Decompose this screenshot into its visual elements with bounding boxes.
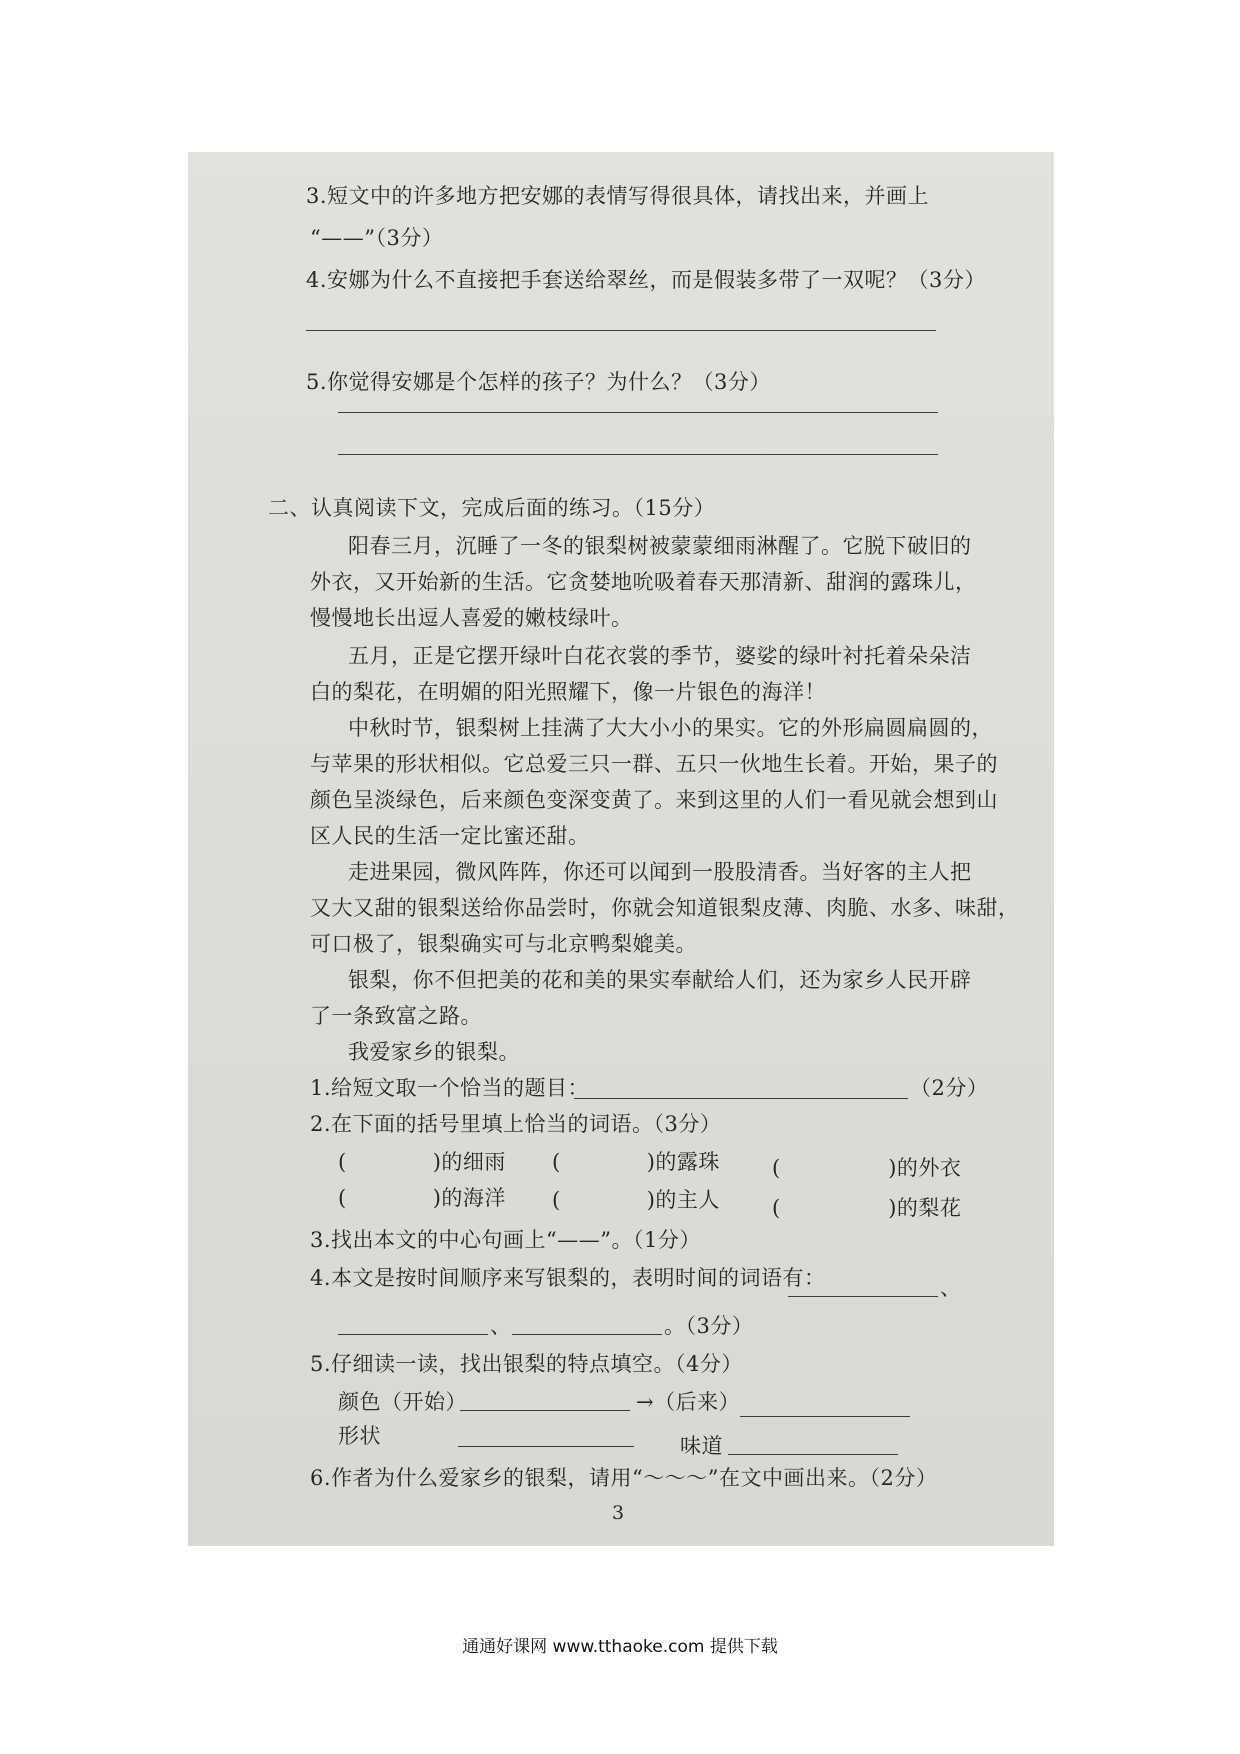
answer-line-q5-prev-2[interactable] (338, 454, 938, 455)
scanned-page-photo (188, 152, 1054, 1546)
question-2: 2.在下面的括号里填上恰当的词语。（3分） (310, 1112, 722, 1136)
q4-prev: 4.安娜为什么不直接把手套送给翠丝，而是假装多带了一双呢？（3分） (306, 268, 986, 292)
passage-line: 了一条致富之路。 (310, 1004, 482, 1028)
q3-prev-line2: “——”（3分） (310, 226, 444, 250)
passage-line: 可口极了，银梨确实可与北京鸭梨媲美。 (310, 932, 697, 956)
answer-line-shape[interactable] (458, 1446, 634, 1447)
page-number: 3 (612, 1502, 625, 1524)
taste-label: 味道 (680, 1434, 723, 1458)
answer-line-time-word-3[interactable] (512, 1334, 662, 1335)
passage-line: 与苹果的形状相似。它总爱三只一群、五只一伙地生长着。开始，果子的 (310, 752, 998, 776)
question-4: 4.本文是按时间顺序来写银梨的，表明时间的词语有： (310, 1266, 826, 1290)
passage-line: 外衣，又开始新的生活。它贪婪地吮吸着春天那清新、甜润的露珠儿， (310, 570, 977, 594)
answer-line-time-word-1[interactable] (788, 1296, 938, 1297)
answer-line-taste[interactable] (728, 1454, 898, 1455)
shape-label: 形状 (338, 1424, 381, 1448)
color-label: 颜色（开始） (338, 1390, 467, 1414)
answer-line-color-start[interactable] (460, 1410, 630, 1411)
answer-line-time-word-2[interactable] (338, 1334, 488, 1335)
question-3: 3.找出本文的中心句画上“——”。（1分） (310, 1228, 701, 1252)
q5-prev: 5.你觉得安娜是个怎样的孩子？为什么？（3分） (306, 370, 771, 394)
blank-coat[interactable]: ( )的外衣 (772, 1156, 962, 1180)
separator: 、 (490, 1314, 512, 1338)
passage-line: 我爱家乡的银梨。 (348, 1040, 520, 1064)
separator: 、 (940, 1276, 962, 1300)
passage-line: 又大又甜的银梨送给你品尝时，你就会知道银梨皮薄、肉脆、水多、味甜， (310, 896, 1020, 920)
passage-line: 颜色呈淡绿色，后来颜色变深变黄了。来到这里的人们一看见就会想到山 (310, 788, 998, 812)
section-heading: 二、认真阅读下文，完成后面的练习。（15分） (268, 496, 716, 520)
blank-ocean[interactable]: ( )的海洋 (338, 1186, 506, 1210)
question-5: 5.仔细读一读，找出银梨的特点填空。（4分） (310, 1352, 743, 1376)
question-1-score: （2分） (910, 1076, 989, 1100)
passage-line: 区人民的生活一定比蜜还甜。 (310, 824, 590, 848)
passage-line: 五月，正是它摆开绿叶白花衣裳的季节，婆娑的绿叶衬托着朵朵洁 (348, 644, 972, 668)
answer-line-q4-prev[interactable] (306, 330, 936, 331)
blank-dewdrop[interactable]: ( )的露珠 (552, 1150, 720, 1174)
question-6: 6.作者为什么爱家乡的银梨，请用“～～～”在文中画出来。（2分） (310, 1466, 938, 1490)
passage-line: 阳春三月，沉睡了一冬的银梨树被蒙蒙细雨淋醒了。它脱下破旧的 (348, 534, 972, 558)
question-1: 1.给短文取一个恰当的题目： (310, 1076, 590, 1100)
passage-line: 中秋时节，银梨树上挂满了大大小小的果实。它的外形扁圆扁圆的， (348, 716, 993, 740)
footer-credit: 通通好课网 www.tthaoke.com 提供下载 (462, 1637, 778, 1657)
blank-host[interactable]: ( )的主人 (552, 1188, 720, 1212)
passage-line: 走进果园，微风阵阵，你还可以闻到一股股清香。当好客的主人把 (348, 860, 972, 884)
blank-fine-rain[interactable]: ( )的细雨 (338, 1150, 506, 1174)
passage-line: 银梨，你不但把美的花和美的果实奉献给人们，还为家乡人民开辟 (348, 968, 972, 992)
color-later-label: →（后来） (636, 1390, 741, 1414)
answer-line-q5-prev-1[interactable] (338, 412, 938, 413)
passage-line: 慢慢地长出逗人喜爱的嫩枝绿叶。 (310, 606, 633, 630)
answer-line-color-later[interactable] (740, 1416, 910, 1417)
answer-line-title[interactable] (574, 1098, 908, 1099)
passage-line: 白的梨花，在明媚的阳光照耀下，像一片银色的海洋！ (310, 680, 826, 704)
blank-pear-blossom[interactable]: ( )的梨花 (772, 1196, 962, 1220)
q3-prev-line1: 3.短文中的许多地方把安娜的表情写得很具体，请找出来，并画上 (306, 184, 930, 208)
question-4-score: 。（3分） (664, 1314, 754, 1338)
